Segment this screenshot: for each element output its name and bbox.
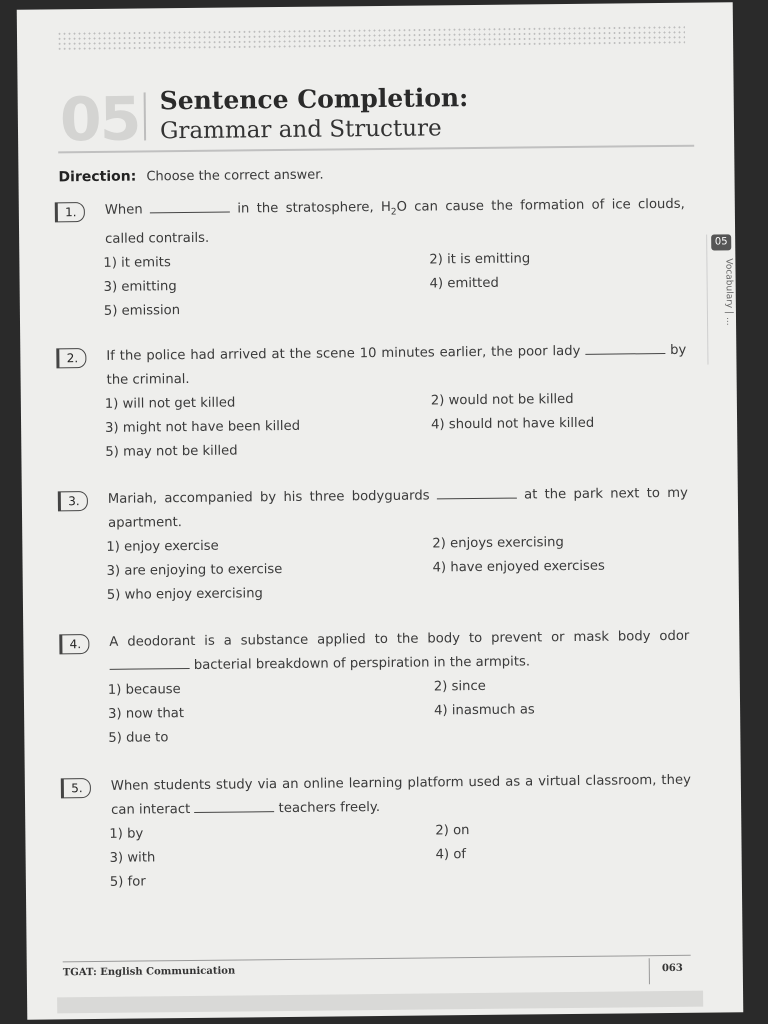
- option-1[interactable]: 1) will not get killed: [104, 395, 236, 412]
- stem-text: If the police had arrived at the scene 10 minutes earlier, the poor lady: [106, 343, 581, 364]
- question-1: [55, 193, 686, 324]
- options-grid: [106, 530, 689, 608]
- option-1[interactable]: 1) by: [109, 826, 144, 842]
- option-5[interactable]: 5) emission: [103, 302, 181, 319]
- question-stem: [109, 625, 689, 679]
- option-1[interactable]: 1) enjoy exercise: [106, 538, 219, 555]
- answer-blank: [194, 797, 274, 813]
- option-3[interactable]: 3) with: [109, 850, 156, 866]
- dotted-header-band: [57, 25, 685, 52]
- options-grid: [108, 673, 691, 751]
- question-2: [56, 339, 687, 466]
- page-subtitle: Grammar and Structure: [159, 115, 442, 145]
- header-rule: [58, 145, 694, 154]
- stem-text: Mariah, accompanied by his three bodyguards: [107, 488, 430, 507]
- option-2[interactable]: 2) would not be killed: [430, 391, 574, 409]
- stem-text: When students study via an online learning platform used as a virtual classroom, they can interact: [110, 772, 691, 818]
- question-stem: [105, 193, 686, 252]
- stem-subscript: 2: [390, 207, 397, 218]
- option-2[interactable]: 2) enjoys exercising: [432, 535, 564, 552]
- question-stem: [108, 482, 688, 536]
- question-number: 5.: [61, 778, 91, 798]
- option-3[interactable]: 3) emitting: [103, 278, 177, 295]
- worksheet-page: [17, 2, 744, 1019]
- option-5[interactable]: 5) due to: [108, 730, 169, 746]
- question-3: [58, 482, 689, 609]
- question-stem: [111, 769, 691, 823]
- question-number: 2.: [56, 348, 86, 368]
- question-number: 3.: [58, 491, 88, 511]
- direction-line: [58, 167, 323, 186]
- answer-blank: [585, 339, 665, 355]
- footer-rule: [63, 955, 691, 963]
- answer-blank: [437, 484, 517, 500]
- options-grid: [103, 245, 686, 323]
- options-grid: [109, 817, 692, 895]
- stem-text: at the park next to my apartment.: [108, 485, 688, 531]
- question-5: [61, 769, 692, 896]
- option-3[interactable]: 3) are enjoying to exercise: [106, 562, 283, 579]
- chapter-number: 05: [59, 84, 140, 156]
- option-1[interactable]: 1) because: [107, 682, 181, 698]
- option-2[interactable]: 2) it is emitting: [429, 251, 531, 268]
- question-number: 4.: [59, 634, 89, 654]
- footer-book-title: TGAT: English Communication: [62, 965, 236, 979]
- chapter-badge: 05: [711, 234, 731, 250]
- stem-text: O can cause the formation of ice clouds, called contrails.: [105, 196, 685, 247]
- option-2[interactable]: 2) on: [435, 823, 470, 839]
- option-4[interactable]: 4) emitted: [429, 275, 499, 292]
- option-5[interactable]: 5) for: [109, 874, 146, 890]
- stem-text: in the stratosphere, H: [237, 199, 391, 217]
- option-3[interactable]: 3) now that: [108, 706, 185, 722]
- question-number: 1.: [55, 202, 85, 222]
- option-2[interactable]: 2) since: [433, 678, 486, 695]
- side-tab: [706, 234, 734, 364]
- option-5[interactable]: 5) who enjoy exercising: [106, 586, 263, 603]
- stem-text: by the criminal.: [106, 342, 687, 388]
- option-5[interactable]: 5) may not be killed: [105, 443, 238, 460]
- stem-text: bacterial breakdown of perspiration in the armpits.: [193, 654, 531, 673]
- side-tab-label: Vocabulary | ...: [723, 258, 735, 326]
- question-4: [59, 625, 690, 752]
- option-4[interactable]: 4) inasmuch as: [434, 702, 535, 719]
- stem-text: teachers freely.: [278, 800, 381, 817]
- option-3[interactable]: 3) might not have been killed: [105, 418, 301, 436]
- option-4[interactable]: 4) have enjoyed exercises: [432, 558, 605, 576]
- title-divider: [144, 92, 147, 140]
- direction-label: Direction:: [58, 168, 137, 186]
- answer-blank: [150, 198, 230, 214]
- option-4[interactable]: 4) should not have killed: [431, 415, 595, 433]
- page-title: Sentence Completion:: [159, 83, 469, 116]
- stem-text: A deodorant is a substance applied to the body to prevent or mask body odor: [109, 628, 690, 650]
- option-1[interactable]: 1) it emits: [103, 254, 171, 271]
- answer-blank: [109, 654, 189, 670]
- page-number: 063: [649, 958, 683, 984]
- option-4[interactable]: 4) of: [435, 847, 467, 863]
- question-stem: [106, 339, 686, 393]
- bottom-band: [57, 991, 703, 1014]
- direction-text: Choose the correct answer.: [146, 167, 324, 185]
- options-grid: [105, 387, 688, 465]
- stem-text: When: [104, 202, 143, 218]
